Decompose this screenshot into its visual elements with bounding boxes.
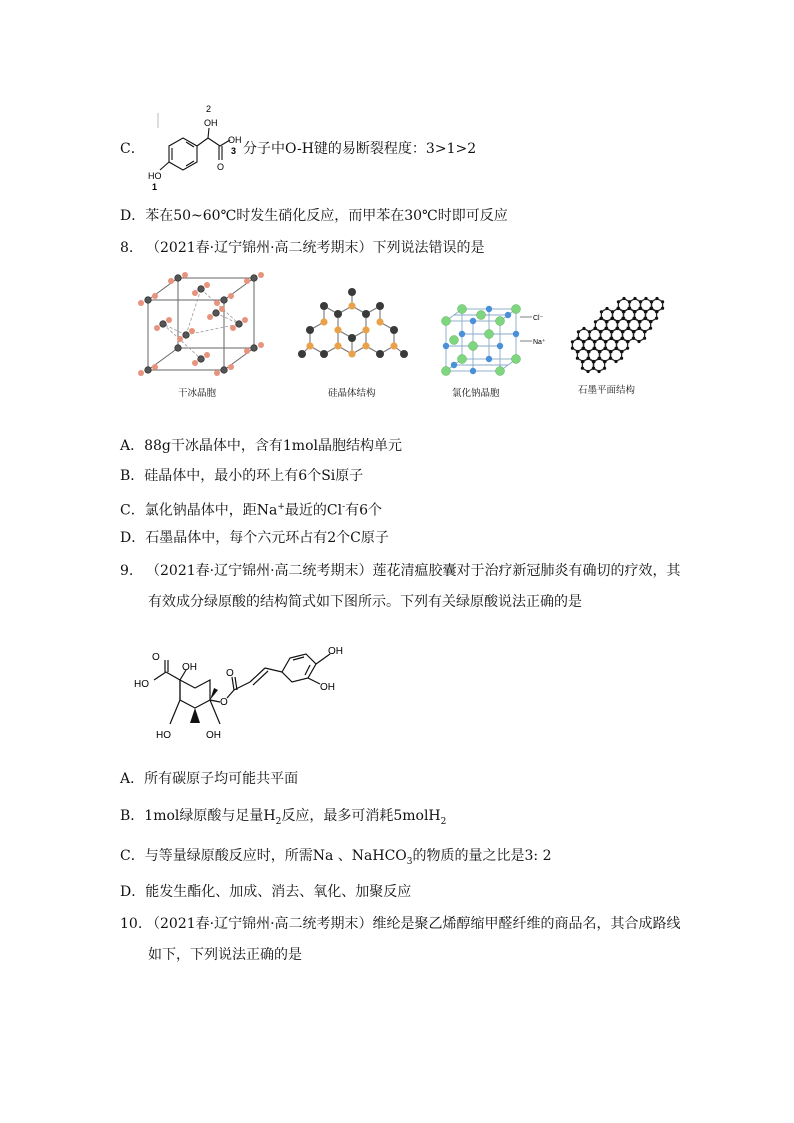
q7-label-2: 2 [206,104,212,114]
q9-ring-oh: OH [182,662,197,673]
q7-label-1: 1 [152,182,158,192]
q10-stem-line-2: 如下，下列说法正确的是 [148,947,302,963]
q7-label-3: 3 [231,146,237,156]
caption-silicon: 硅晶体结构 [328,388,376,399]
q7-carbonyl-o: O [217,162,225,172]
q7-molecule-structure [142,100,250,192]
nacl-cl-label: Cl⁻ [533,315,544,322]
caption-dry-ice: 干冰晶胞 [178,388,217,399]
caption-graphite: 石墨平面结构 [578,385,636,396]
q8-option-d: D．石墨晶体中，每个六元环占有2个C原子 [120,530,389,546]
caption-nacl: 氯化钠晶胞 [452,388,500,399]
q9-bottom-oh: OH [206,730,221,741]
q8-stem: （2021春·辽宁锦州·高二统考期末）下列说法错误的是 [146,240,485,256]
q7-ho-left: HO [148,171,162,181]
q10-stem-line-1: （2021春·辽宁锦州·高二统考期末）维纶是聚乙烯醇缩甲醛纤维的商品名，其合成路线 [146,916,681,932]
q8-option-a: A．88g干冰晶体中，含有1mol晶胞结构单元 [120,438,402,454]
q9-option-a: A．所有碳原子均可能共平面 [120,771,299,787]
graphite-layer-figure [568,295,668,375]
dry-ice-unit-cell-figure [136,272,272,378]
q8-option-c: C．氯化钠晶体中，距Na+最近的Cl-有6个 [120,502,383,519]
q9-option-d: D．能发生酯化、加成、消去、氧化、加聚反应 [120,884,412,900]
nacl-na-label: Na⁺ [533,339,546,346]
q9-ester-carbonyl-o: O [226,668,234,679]
q10-number: 10. [120,916,143,932]
q9-ester-o: O [220,697,228,708]
q8-option-b: B．硅晶体中，最小的环上有6个Si原子 [120,468,364,484]
q9-stem-line-1: （2021春·辽宁锦州·高二统考期末）莲花清瘟胶囊对于治疗新冠肺炎有确切的疗效，其 [146,563,681,579]
q9-bottom-ho: HO [156,730,171,741]
q9-catechol-oh-1: OH [328,646,343,657]
nacl-unit-cell-figure [440,303,550,377]
q9-option-b: B．1mol绿原酸与足量$H_2$反应，最多可消耗5molH$_2$ [120,808,447,827]
chlorogenic-acid-structure [130,630,370,750]
q7-option-d: D．苯在50~60℃时发生硝化反应，而甲苯在30℃时即可反应 [120,208,508,224]
q9-acid-ho: HO [134,679,149,690]
q9-catechol-oh-2: OH [320,682,335,693]
q9-stem-line-2: 有效成分绿原酸的结构简式如下图所示。下列有关绿原酸说法正确的是 [148,594,582,610]
q9-number: 9. [120,563,134,579]
q7-oh-top: OH [204,118,218,128]
silicon-crystal-figure [294,282,412,372]
q8-number: 8. [120,240,134,256]
q9-option-c: C．与等量绿原酸反应时，所需Na 、NaHCO$_3$的物质的量之比是3: 2 [120,848,552,867]
q7-option-c-label: C． [120,141,145,157]
q7-oh-right: OH [228,135,242,145]
q7-option-c-text: 分子中O-H键的易断裂程度：3>1>2 [243,141,477,157]
q9-acid-carbonyl-o: O [152,652,160,663]
